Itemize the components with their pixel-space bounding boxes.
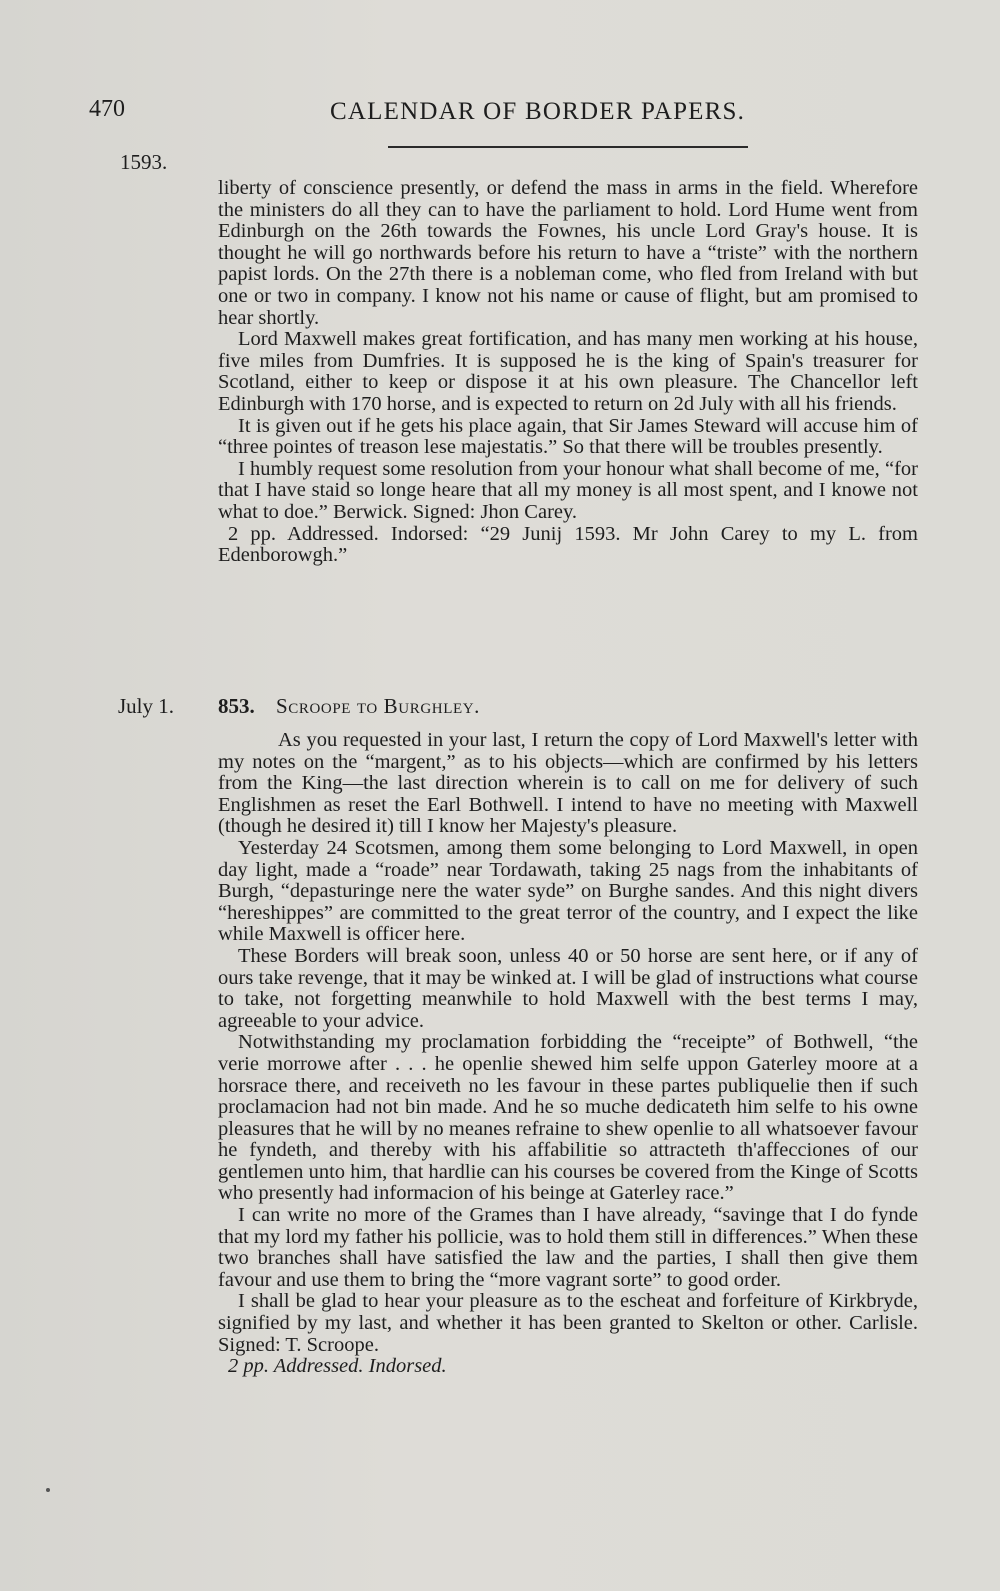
entry-endorsement: 2 pp. Addressed. Indorsed.	[228, 1355, 447, 1378]
entry-paragraph: These Borders will break soon, unless 40 or 50 horse are sent here, or if any of ours take revenge, that it may be winked at. I will be glad of instructions what course to take, not forgetting meanwhile to hold Maxwell with the best terms I may, agreeable to your advice.	[218, 944, 918, 1032]
entry-paragraph: As you requested in your last, I return the copy of Lord Maxwell's letter with my notes on the “margent,” as to his objects—which are confirmed by his letters from the King—the last direction wherein is to call on me for delivery of such Englishmen as reset the Earl Bothwell. I intend to have no meeting with Maxwell (though he desired it) till I know her Majesty's pleasure.	[218, 729, 918, 838]
entry-paragraph: I shall be glad to hear your pleasure as to the escheat and forfeiture of Kirkbryde, signified by my last, and whether it has been granted to Skelton or other. Carlisle. Signed: T. Scroope.	[218, 1290, 918, 1356]
entry-paragraph: Yesterday 24 Scotsmen, among them some belonging to Lord Maxwell, in open day light, made a “roade” near Tordawath, taking 25 nags from the inhabitants of Burgh, “depasturinge nere the water syde” on Burghe sandes. And this night divers “hereshippes” are committed to the great terror of the country, and I expect the like while Maxwell is officer here.	[218, 836, 918, 946]
entry-paragraph: I can write no more of the Grames than I have already, “savinge that I do fynde that my lord my father his pollicie, was to hold them still in differences.” When these two branches shall have satisfied the law and the parties, I shall then give them favour and use them to bring the “more vagrant sorte” to good order.	[218, 1204, 918, 1291]
entry-body	[218, 730, 918, 1378]
margin-entry-date: July 1.	[118, 694, 175, 718]
page-number: 470	[89, 96, 125, 122]
entry-paragraph: Notwithstanding my proclamation forbidding the “receipte” of Bothwell, “the verie morrowe after . . . he openlie shewed him selfe uppon Gaterley moore at a horsrace there, and receiveth no les favour in these partes publiquelie then if such proclamacion had not bin made. And he so muche dedicateth him selfe to his owne pleasures that he will by no meanes refraine to shew openlie to all whatsoever favour he fyndeth, and thereby with his affabilitie so attracteth th'affecciones of our gentlemen unto him, that hardlie can his courses be covered from the Kinge of Scotts who presently had informacion of his beinge at Gaterley race.”	[218, 1031, 918, 1205]
running-head: CALENDAR OF BORDER PAPERS.	[330, 98, 746, 125]
entry-title: Scroope to Burghley.	[276, 694, 480, 718]
letter-paragraph: I humbly request some resolution from your honour what shall become of me, “for that I have staid so longe heare that all my money is all most spent, and I knowe not what to doe.” Berwick. Signed: Jhon Carey.	[218, 457, 918, 523]
entry-heading	[218, 694, 480, 719]
entry-number: 853.	[218, 694, 255, 718]
letter-paragraph: It is given out if he gets his place again, that Sir James Steward will accuse him of “three pointes of treason lese majestatis.” So that there will be troubles presently.	[218, 414, 918, 459]
letter-paragraph: Lord Maxwell makes great fortification, and has many men working at his house, five miles from Dumfries. It is supposed he is the king of Spain's treasurer for Scotland, either to keep or dispose it at his own pleasure. The Chancellor left Edinburgh with 170 horse, and is expected to return on 2d July with all his friends.	[218, 328, 918, 415]
margin-year: 1593.	[120, 150, 168, 174]
paper-speck	[46, 1488, 50, 1492]
continued-letter	[218, 178, 918, 567]
letter-paragraph: liberty of conscience presently, or defend the mass in arms in the field. Wherefore the ministers do all they can to have the parliament to hold. Lord Hume went from Edinburgh on the 26th towards the Fownes, his uncle Lord Gray's house. It is thought he will go northwards before his return to have a “triste” with the northern papist lords. On the 27th there is a nobleman come, who fled from Ireland with but one or two in company. I know not his name or cause of flight, but am promised to hear shortly.	[218, 177, 918, 329]
header-rule	[388, 146, 748, 148]
letter-endorsement: 2 pp. Addressed. Indorsed: “29 Junij 1593. Mr John Carey to my L. from Edenborowgh.”	[218, 522, 918, 567]
